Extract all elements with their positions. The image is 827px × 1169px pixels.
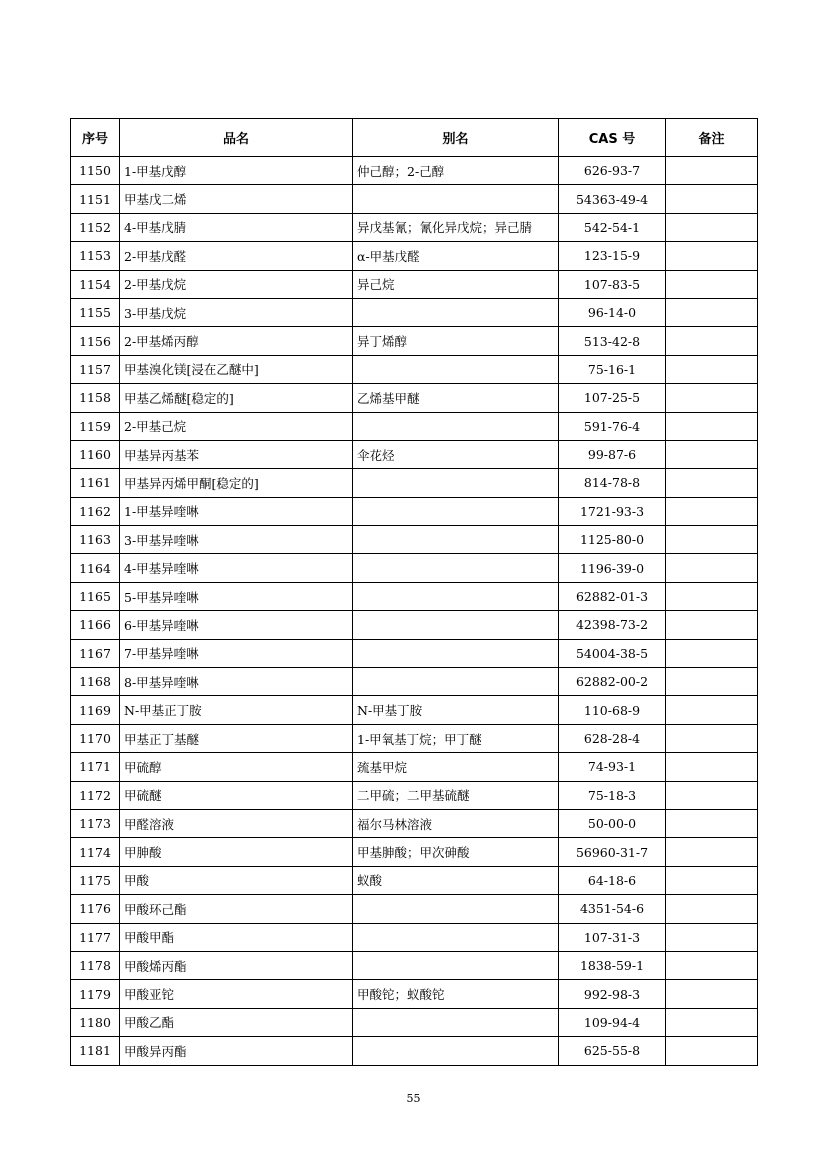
cell-name: 3-甲基戊烷 <box>120 298 353 326</box>
table-row <box>71 951 758 979</box>
cell-note <box>666 1008 758 1036</box>
table-row <box>71 866 758 894</box>
cell-name: 甲硫醚 <box>120 781 353 809</box>
cell-name: 甲硫醇 <box>120 753 353 781</box>
cell-note <box>666 923 758 951</box>
cell-no: 1150 <box>71 157 120 185</box>
table-row <box>71 497 758 525</box>
cell-alias: 1-甲氧基丁烷；甲丁醚 <box>353 724 559 752</box>
cell-note <box>666 355 758 383</box>
cell-alias <box>353 951 559 979</box>
cell-name: 甲基正丁基醚 <box>120 724 353 752</box>
cell-note <box>666 213 758 241</box>
cell-cas: 1838-59-1 <box>559 951 666 979</box>
cell-note <box>666 696 758 724</box>
cell-no: 1178 <box>71 951 120 979</box>
cell-alias <box>353 639 559 667</box>
cell-no: 1153 <box>71 242 120 270</box>
cell-name: 甲基异丙基苯 <box>120 440 353 468</box>
cell-no: 1180 <box>71 1008 120 1036</box>
cell-alias: N-甲基丁胺 <box>353 696 559 724</box>
cell-no: 1159 <box>71 412 120 440</box>
cell-name: 甲酸 <box>120 866 353 894</box>
cell-name: 2-甲基烯丙醇 <box>120 327 353 355</box>
cell-alias <box>353 895 559 923</box>
cell-note <box>666 809 758 837</box>
table-row <box>71 1008 758 1036</box>
cell-note <box>666 724 758 752</box>
cell-note <box>666 440 758 468</box>
cell-alias: 福尔马林溶液 <box>353 809 559 837</box>
cell-no: 1174 <box>71 838 120 866</box>
cell-name: 甲基溴化镁[浸在乙醚中] <box>120 355 353 383</box>
cell-note <box>666 1037 758 1065</box>
table-row <box>71 611 758 639</box>
cell-cas: 1125-80-0 <box>559 526 666 554</box>
table-row <box>71 696 758 724</box>
table-row <box>71 469 758 497</box>
cell-no: 1162 <box>71 497 120 525</box>
cell-name: 2-甲基己烷 <box>120 412 353 440</box>
cell-note <box>666 611 758 639</box>
cell-no: 1176 <box>71 895 120 923</box>
table-row <box>71 412 758 440</box>
table-row <box>71 781 758 809</box>
cell-alias: 二甲硫；二甲基硫醚 <box>353 781 559 809</box>
cell-note <box>666 157 758 185</box>
cell-alias <box>353 185 559 213</box>
cell-name: 6-甲基异喹啉 <box>120 611 353 639</box>
cell-cas: 110-68-9 <box>559 696 666 724</box>
cell-name: 甲酸环己酯 <box>120 895 353 923</box>
cell-note <box>666 469 758 497</box>
cell-no: 1163 <box>71 526 120 554</box>
header-row <box>71 119 758 157</box>
cell-alias: 甲酸铊；蚁酸铊 <box>353 980 559 1008</box>
cell-no: 1172 <box>71 781 120 809</box>
cell-name: 1-甲基戊醇 <box>120 157 353 185</box>
cell-alias: 乙烯基甲醚 <box>353 384 559 412</box>
cell-name: 4-甲基戊腈 <box>120 213 353 241</box>
cell-cas: 96-14-0 <box>559 298 666 326</box>
table-row <box>71 526 758 554</box>
cell-cas: 814-78-8 <box>559 469 666 497</box>
cell-note <box>666 866 758 894</box>
cell-cas: 54004-38-5 <box>559 639 666 667</box>
cell-note <box>666 895 758 923</box>
cell-cas: 62882-01-3 <box>559 582 666 610</box>
cell-cas: 75-18-3 <box>559 781 666 809</box>
cell-cas: 992-98-3 <box>559 980 666 1008</box>
table-row <box>71 923 758 951</box>
cell-note <box>666 582 758 610</box>
cell-note <box>666 412 758 440</box>
table-row <box>71 753 758 781</box>
cell-name: 1-甲基异喹啉 <box>120 497 353 525</box>
cell-alias: 仲己醇；2-己醇 <box>353 157 559 185</box>
table-row <box>71 440 758 468</box>
header-no: 序号 <box>71 119 120 157</box>
cell-cas: 109-94-4 <box>559 1008 666 1036</box>
cell-name: 3-甲基异喹啉 <box>120 526 353 554</box>
cell-name: 甲基乙烯醚[稳定的] <box>120 384 353 412</box>
table-row <box>71 1037 758 1065</box>
cell-alias <box>353 469 559 497</box>
cell-cas: 625-55-8 <box>559 1037 666 1065</box>
table-row <box>71 838 758 866</box>
cell-cas: 123-15-9 <box>559 242 666 270</box>
cell-alias <box>353 298 559 326</box>
table-row <box>71 668 758 696</box>
cell-no: 1168 <box>71 668 120 696</box>
cell-name: 甲醛溶液 <box>120 809 353 837</box>
cell-name: 4-甲基异喹啉 <box>120 554 353 582</box>
cell-alias: 异丁烯醇 <box>353 327 559 355</box>
cell-note <box>666 185 758 213</box>
table-row <box>71 157 758 185</box>
table-row <box>71 639 758 667</box>
cell-note <box>666 384 758 412</box>
cell-name: 2-甲基戊烷 <box>120 270 353 298</box>
header-cas: CAS 号 <box>559 119 666 157</box>
cell-note <box>666 327 758 355</box>
cell-cas: 42398-73-2 <box>559 611 666 639</box>
cell-cas: 107-31-3 <box>559 923 666 951</box>
cell-no: 1181 <box>71 1037 120 1065</box>
cell-note <box>666 270 758 298</box>
cell-note <box>666 951 758 979</box>
header-alias: 别名 <box>353 119 559 157</box>
cell-name: 2-甲基戊醛 <box>120 242 353 270</box>
cell-alias <box>353 923 559 951</box>
cell-note <box>666 781 758 809</box>
cell-name: 8-甲基异喹啉 <box>120 668 353 696</box>
table-body <box>71 157 758 1066</box>
cell-alias <box>353 1008 559 1036</box>
table-row <box>71 554 758 582</box>
chemical-table <box>70 118 758 1066</box>
cell-cas: 1196-39-0 <box>559 554 666 582</box>
cell-cas: 591-76-4 <box>559 412 666 440</box>
cell-name: 甲酸亚铊 <box>120 980 353 1008</box>
cell-name: 甲基戊二烯 <box>120 185 353 213</box>
cell-no: 1175 <box>71 866 120 894</box>
cell-cas: 50-00-0 <box>559 809 666 837</box>
cell-name: 甲酸乙酯 <box>120 1008 353 1036</box>
cell-cas: 62882-00-2 <box>559 668 666 696</box>
cell-no: 1161 <box>71 469 120 497</box>
cell-alias: α-甲基戊醛 <box>353 242 559 270</box>
cell-alias <box>353 611 559 639</box>
cell-alias: 异戊基氰；氰化异戊烷；异己腈 <box>353 213 559 241</box>
cell-note <box>666 668 758 696</box>
cell-name: 甲基异丙烯甲酮[稳定的] <box>120 469 353 497</box>
table-row <box>71 242 758 270</box>
header-name: 品名 <box>120 119 353 157</box>
cell-no: 1158 <box>71 384 120 412</box>
table-row <box>71 270 758 298</box>
cell-cas: 54363-49-4 <box>559 185 666 213</box>
cell-cas: 626-93-7 <box>559 157 666 185</box>
cell-cas: 4351-54-6 <box>559 895 666 923</box>
header-note: 备注 <box>666 119 758 157</box>
cell-cas: 107-83-5 <box>559 270 666 298</box>
cell-no: 1169 <box>71 696 120 724</box>
cell-no: 1156 <box>71 327 120 355</box>
table-row <box>71 809 758 837</box>
cell-alias <box>353 412 559 440</box>
cell-no: 1157 <box>71 355 120 383</box>
cell-no: 1165 <box>71 582 120 610</box>
table-row <box>71 895 758 923</box>
cell-no: 1154 <box>71 270 120 298</box>
cell-cas: 74-93-1 <box>559 753 666 781</box>
table-row <box>71 980 758 1008</box>
table-row <box>71 582 758 610</box>
cell-no: 1160 <box>71 440 120 468</box>
table-row <box>71 355 758 383</box>
cell-cas: 542-54-1 <box>559 213 666 241</box>
cell-note <box>666 838 758 866</box>
cell-alias: 甲基胂酸；甲次砷酸 <box>353 838 559 866</box>
cell-cas: 56960-31-7 <box>559 838 666 866</box>
cell-alias: 伞花烃 <box>353 440 559 468</box>
table-row <box>71 213 758 241</box>
page-number: 55 <box>406 1092 421 1105</box>
cell-cas: 513-42-8 <box>559 327 666 355</box>
cell-cas: 107-25-5 <box>559 384 666 412</box>
cell-no: 1166 <box>71 611 120 639</box>
table-row <box>71 384 758 412</box>
table-row <box>71 327 758 355</box>
table-row <box>71 724 758 752</box>
cell-no: 1173 <box>71 809 120 837</box>
cell-name: 甲酸异丙酯 <box>120 1037 353 1065</box>
cell-name: N-甲基正丁胺 <box>120 696 353 724</box>
cell-no: 1177 <box>71 923 120 951</box>
cell-alias <box>353 497 559 525</box>
cell-note <box>666 753 758 781</box>
cell-alias <box>353 1037 559 1065</box>
cell-note <box>666 298 758 326</box>
cell-no: 1155 <box>71 298 120 326</box>
table-row <box>71 185 758 213</box>
cell-no: 1164 <box>71 554 120 582</box>
table-row <box>71 298 758 326</box>
cell-name: 7-甲基异喹啉 <box>120 639 353 667</box>
cell-cas: 99-87-6 <box>559 440 666 468</box>
cell-name: 甲胂酸 <box>120 838 353 866</box>
cell-cas: 1721-93-3 <box>559 497 666 525</box>
cell-cas: 75-16-1 <box>559 355 666 383</box>
cell-cas: 628-28-4 <box>559 724 666 752</box>
cell-alias <box>353 526 559 554</box>
cell-note <box>666 526 758 554</box>
cell-note <box>666 242 758 270</box>
cell-note <box>666 497 758 525</box>
cell-no: 1167 <box>71 639 120 667</box>
cell-alias: 巯基甲烷 <box>353 753 559 781</box>
cell-no: 1151 <box>71 185 120 213</box>
cell-alias <box>353 582 559 610</box>
cell-no: 1179 <box>71 980 120 1008</box>
cell-alias <box>353 355 559 383</box>
cell-name: 甲酸烯丙酯 <box>120 951 353 979</box>
cell-alias: 异己烷 <box>353 270 559 298</box>
cell-name: 甲酸甲酯 <box>120 923 353 951</box>
cell-note <box>666 980 758 1008</box>
cell-no: 1171 <box>71 753 120 781</box>
cell-no: 1152 <box>71 213 120 241</box>
cell-cas: 64-18-6 <box>559 866 666 894</box>
cell-no: 1170 <box>71 724 120 752</box>
cell-alias <box>353 668 559 696</box>
cell-note <box>666 554 758 582</box>
cell-name: 5-甲基异喹啉 <box>120 582 353 610</box>
cell-alias <box>353 554 559 582</box>
cell-alias: 蚁酸 <box>353 866 559 894</box>
cell-note <box>666 639 758 667</box>
